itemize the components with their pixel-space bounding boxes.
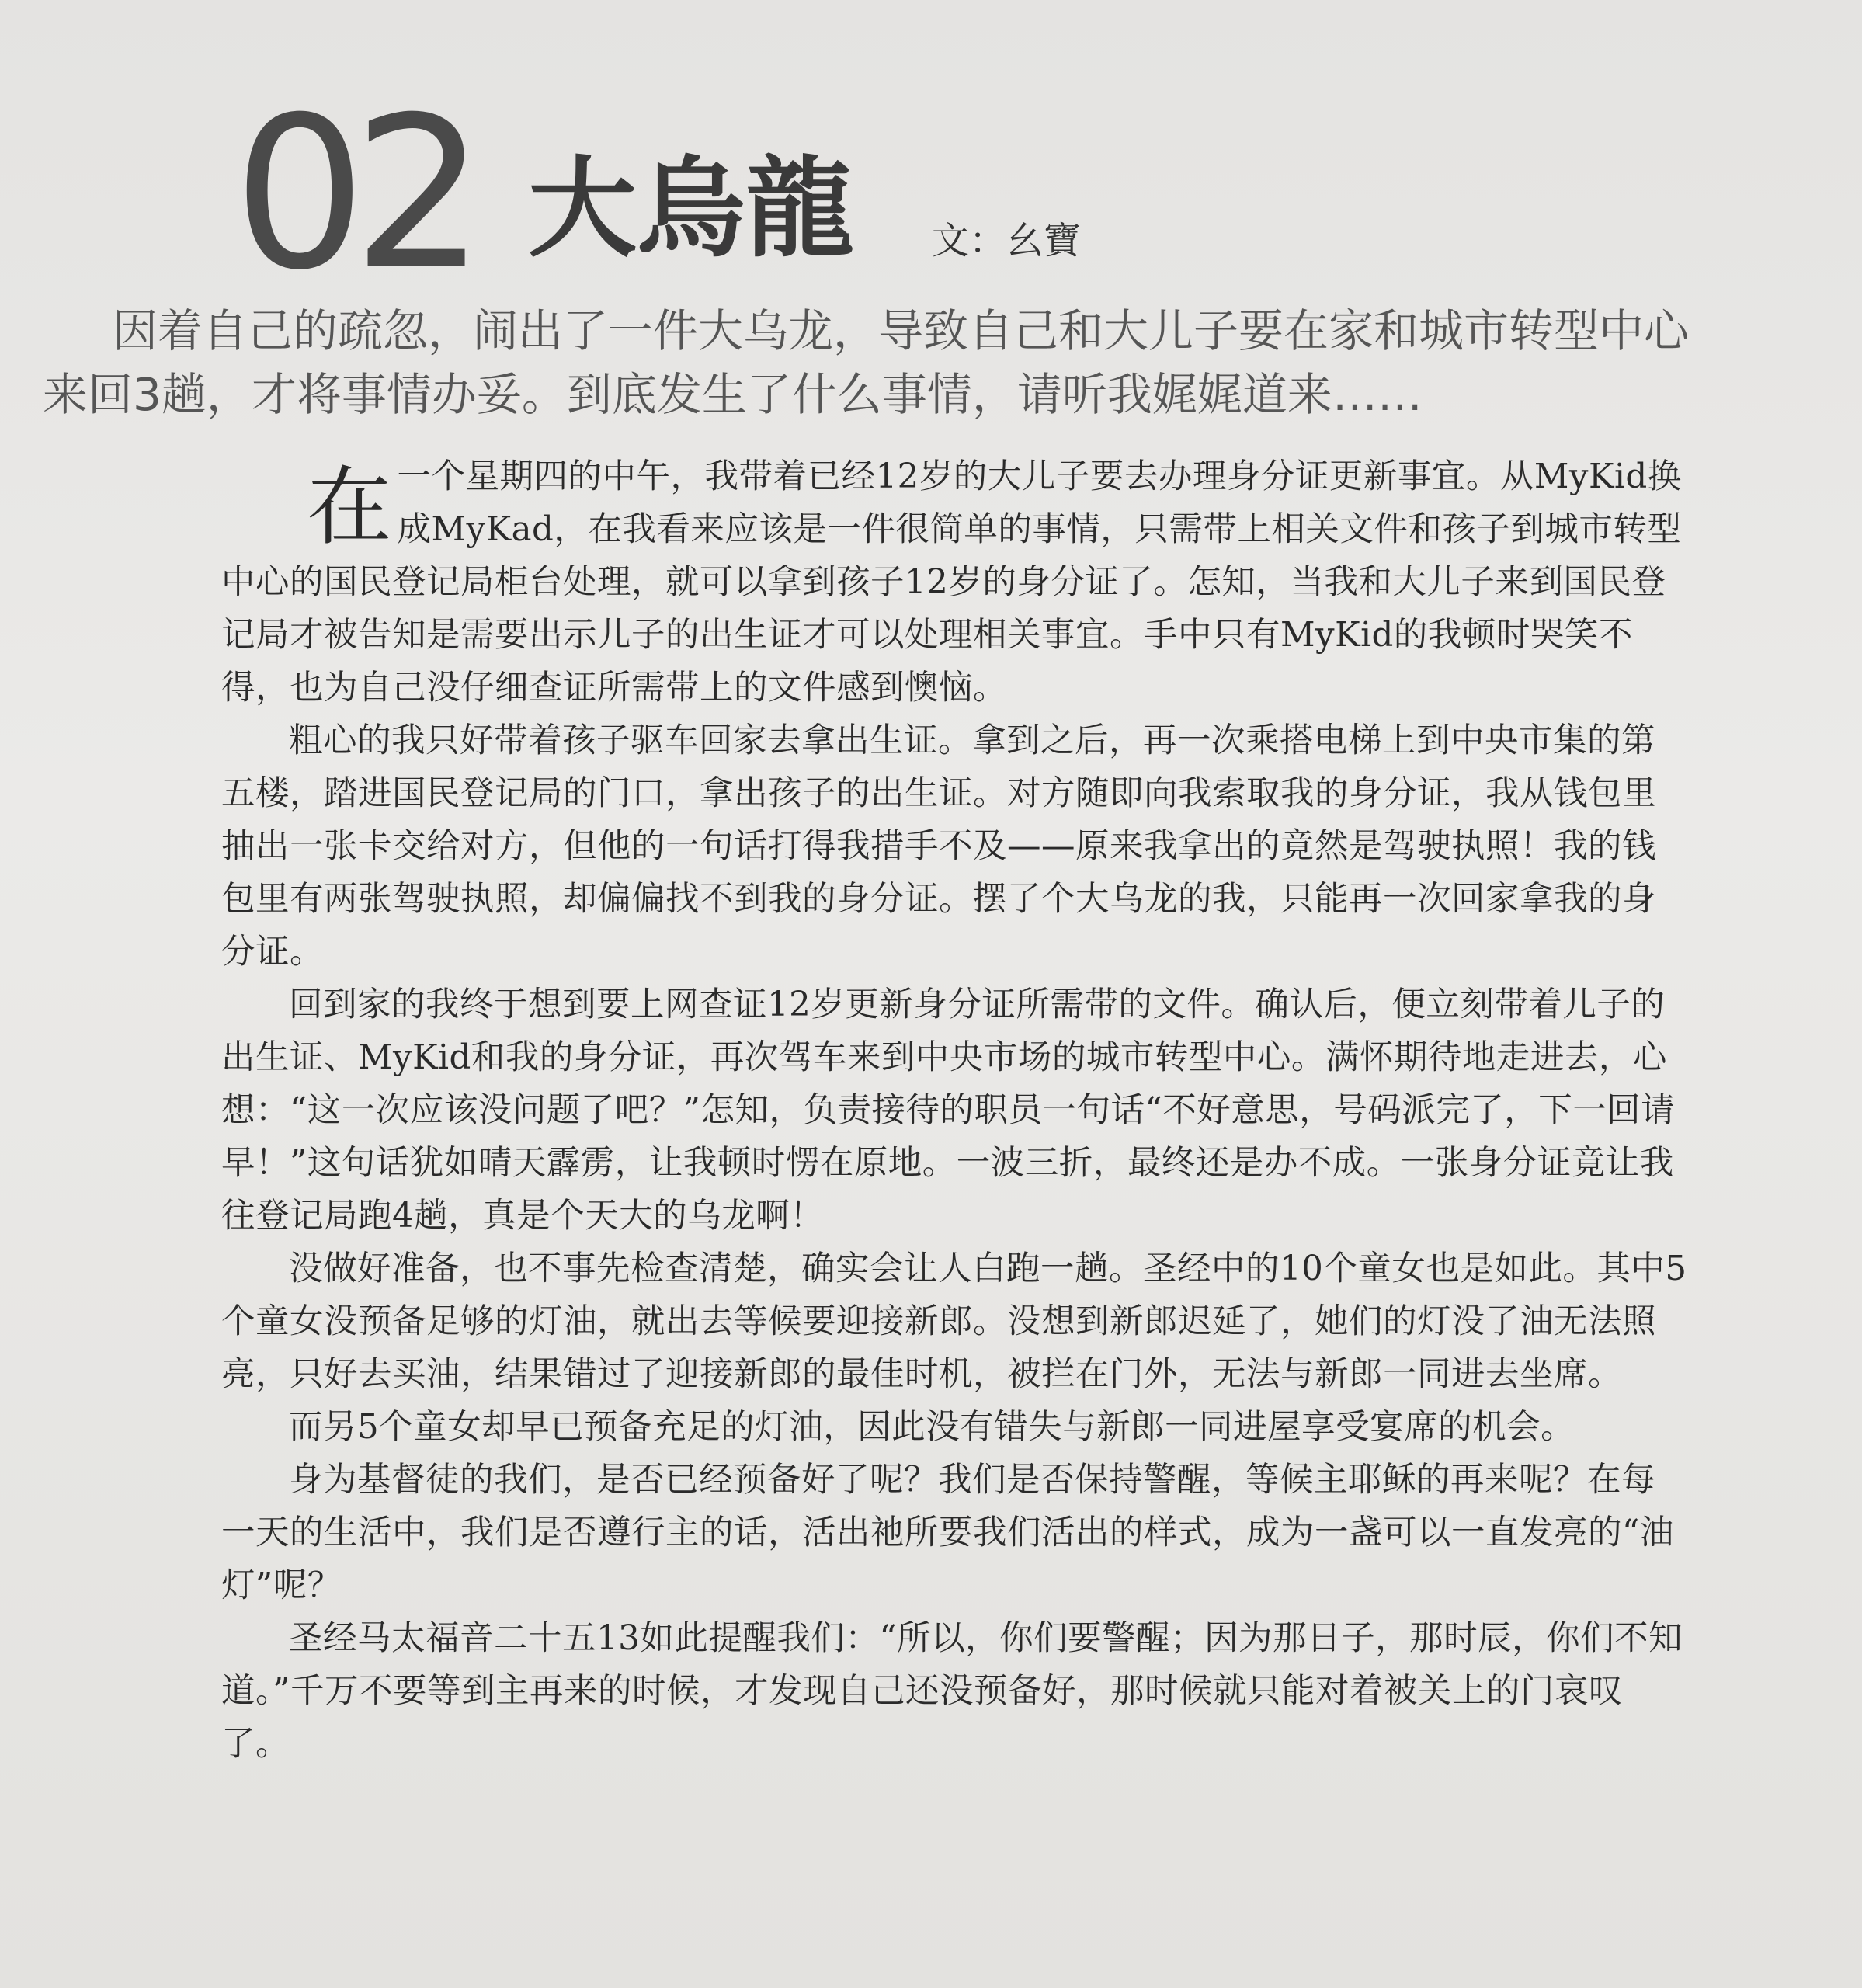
drop-cap: 在 [307,457,393,557]
paragraph-7: 圣经马太福音二十五13如此提醒我们：“所以，你们要警醒；因为那日子，那时辰，你们不知道。”千万不要等到主再来的时候，才发现自己还没预备好，那时候就只能对着被关上的门哀叹了。 [221,1619,1683,1764]
paragraph-1 [221,450,1689,714]
intro-paragraph: 因着自己的疏忽，闹出了一件大乌龙，导致自己和大儿子要在家和城市转型中心来回3趟，才将事情办妥。到底发生了什么事情，请听我娓娓道来…… [43,304,1690,421]
issue-number: 02 [233,71,472,316]
paragraph-4: 没做好准备，也不事先检查清楚，确实会让人白跑一趟。圣经中的10个童女也是如此。其中5个童女没预备足够的灯油，就出去等候要迎接新郎。没想到新郎迟延了，她们的灯没了油无法照亮，只好去买油，结果错过了迎接新郎的最佳时机，被拦在门外，无法与新郎一同进去坐席。 [221,1249,1687,1394]
paragraph-5: 而另5个童女却早已预备充足的灯油，因此没有错失与新郎一同进屋享受宴席的机会。 [289,1408,1575,1447]
byline: 文：幺寶 [932,219,1082,262]
paragraph-1-text: 一个星期四的中午，我带着已经12岁的大儿子要去办理身分证更新事宜。从MyKid换成MyKad，在我看来应该是一件很简单的事情，只需带上相关文件和孩子到城市转型中心的国民登记局柜台处理，就可以拿到孩子12岁的身分证了。怎知，当我和大儿子来到国民登记局才被告知是需要出示儿子的出生证才可以处理相关事宜。手中只有MyKid的我顿时哭笑不得，也为自己没仔细查证所需带上的文件感到懊恼。 [221,457,1682,707]
article-body [221,450,1689,1771]
article-title: 大烏龍 [528,146,855,273]
paragraph-6: 身为基督徒的我们，是否已经预备好了呢？我们是否保持警醒，等候主耶稣的再来呢？在每一天的生活中，我们是否遵行主的话，活出祂所要我们活出的样式，成为一盏可以一直发亮的“油灯”呢？ [221,1461,1674,1605]
paragraph-3: 回到家的我终于想到要上网查证12岁更新身分证所需带的文件。确认后，便立刻带着儿子的出生证、MyKid和我的身分证，再次驾车来到中央市场的城市转型中心。满怀期待地走进去，心想：“这一次应该没问题了吧？”怎知，负责接待的职员一句话“不好意思，号码派完了，下一回请早！”这句话犹如晴天霹雳，让我顿时愣在原地。一波三折，最终还是办不成。一张身分证竟让我往登记局跑4趟，真是个天大的乌龙啊！ [221,985,1676,1236]
paragraph-2: 粗心的我只好带着孩子驱车回家去拿出生证。拿到之后，再一次乘搭电梯上到中央市集的第五楼，踏进国民登记局的门口，拿出孩子的出生证。对方随即向我索取我的身分证，我从钱包里抽出一张卡交给对方，但他的一句话打得我措手不及——原来我拿出的竟然是驾驶执照！我的钱包里有两张驾驶执照，却偏偏找不到我的身分证。摆了个大乌龙的我，只能再一次回家拿我的身分证。 [221,721,1656,971]
article-header [233,71,1631,316]
